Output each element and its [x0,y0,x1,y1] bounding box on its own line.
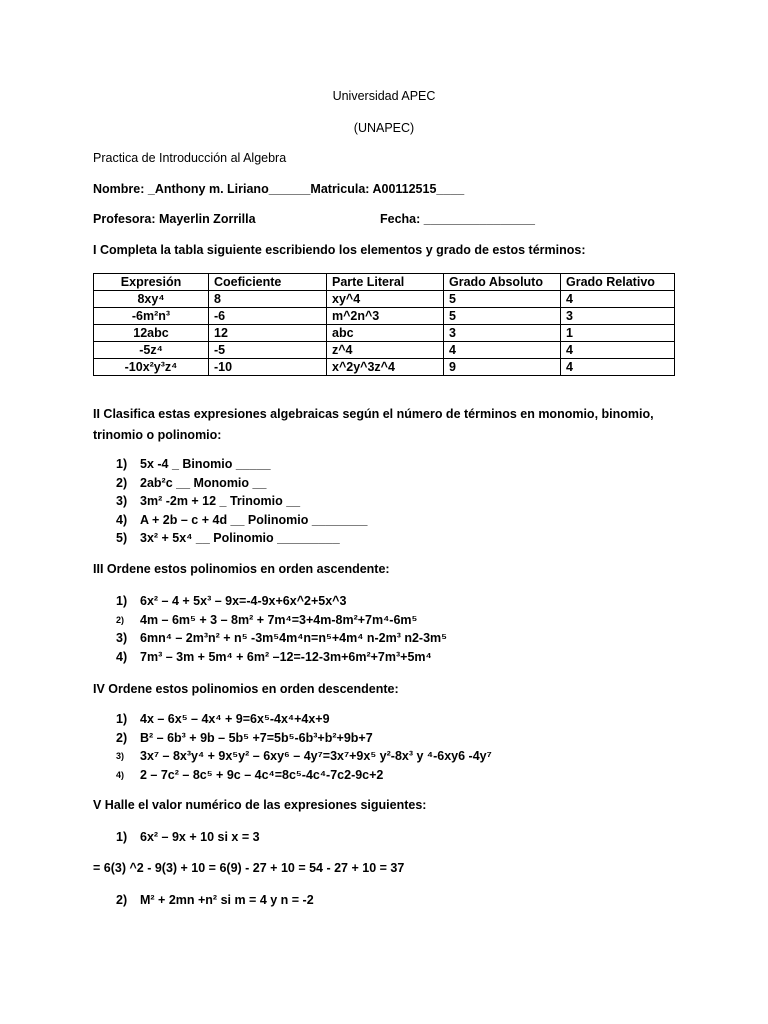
student-line: Nombre: _Anthony m. Liriano______Matricula: A00112515____ [93,182,465,196]
cell-coefficient: -10 [209,359,327,376]
section5-list-1 [116,828,260,847]
date-line: Fecha: ________________ [380,212,535,226]
item-text: 6x² – 4 + 5x³ – 9x=-4-9x+6x^2+5x^3 [140,594,347,608]
item-number: 2) [116,730,128,745]
item-number: 2) [116,475,128,490]
cell-coefficient: -5 [209,342,327,359]
item-number: 4) [116,649,128,664]
item-number: 3) [116,631,128,645]
section3-title: III Ordene estos polinomios en orden ascendente: [93,562,390,576]
list-item [116,592,447,611]
list-item [116,766,492,785]
item-text: 5x -4 _ Binomio _____ [140,457,271,471]
teacher-line: Profesora: Mayerlin Zorrilla [93,212,256,226]
item-number: 1) [116,457,128,471]
section5-title: V Halle el valor numérico de las expresiones siguientes: [93,798,427,812]
item-text: 7m³ – 3m + 5m⁴ + 6m² –12=-12-3m+6m²+7m³+5m⁴ [140,649,432,664]
list-item [116,455,367,474]
item-text: 6x² – 9x + 10 si x = 3 [140,830,260,844]
item-number: 2) [116,893,128,907]
list-item [116,492,367,511]
section4-title: IV Ordene estos polinomios en orden descendente: [93,682,399,696]
cell-relative-degree: 3 [561,308,675,325]
list-item [116,474,367,493]
cell-literal: xy^4 [327,291,444,308]
item-text: 4x – 6x⁵ – 4x⁴ + 9=6x⁵-4x⁴+4x+9 [140,712,330,726]
item-text: 6mn⁴ – 2m³n² + n⁵ -3m⁵4m⁴n=n⁵+4m⁴ n-2m³ n2-3m⁵ [140,631,448,645]
item-text: 2 – 7c² – 8c⁵ + 9c – 4c⁴=8c⁵-4c⁴-7c2-9c+2 [140,767,384,782]
item-number: 3) [116,751,125,761]
cell-coefficient: 12 [209,325,327,342]
table-row [94,325,675,342]
list-item [116,511,367,530]
list-item [116,710,492,729]
item-number: 4) [116,512,128,527]
university-acronym: (UNAPEC) [353,121,415,135]
item-text: A + 2b – c + 4d __ Polinomio ________ [140,512,368,527]
cell-absolute-degree: 9 [444,359,561,376]
item-text: B² – 6b³ + 9b – 5b⁵ +7=5b⁵-6b³+b²+9b+7 [140,730,373,745]
item-number: 1) [116,712,128,726]
cell-expression: -6m²n³ [94,308,209,325]
cell-coefficient: 8 [209,291,327,308]
section3-list [116,592,447,666]
list-item [116,611,447,630]
section2-list [116,455,367,548]
section1-title: I Completa la tabla siguiente escribiendo los elementos y grado de estos términos: [93,243,586,257]
list-item [116,747,492,766]
header-absolute-degree: Grado Absoluto [444,274,561,291]
cell-absolute-degree: 5 [444,291,561,308]
cell-literal: z^4 [327,342,444,359]
table-row [94,291,675,308]
cell-expression: 12abc [94,325,209,342]
item-text: 4m – 6m⁵ + 3 – 8m² + 7m⁴=3+4m-8m²+7m⁴-6m⁵ [140,612,418,627]
cell-literal: abc [327,325,444,342]
section4-list [116,710,492,784]
cell-expression: -5z⁴ [94,342,209,359]
item-number: 2) [116,614,125,625]
item-number: 5) [116,531,128,545]
item-number: 3) [116,494,128,508]
cell-absolute-degree: 4 [444,342,561,359]
list-item [116,648,447,667]
header-literal: Parte Literal [327,274,444,291]
header-coefficient: Coeficiente [209,274,327,291]
item-number: 1) [116,594,128,608]
cell-literal: x^2y^3z^4 [327,359,444,376]
section5-list-2 [116,891,314,910]
cell-relative-degree: 4 [561,342,675,359]
list-item [116,629,447,648]
table-row [94,342,675,359]
header-expression: Expresión [94,274,209,291]
practice-title: Practica de Introducción al Algebra [93,151,287,165]
item-text: 3x⁷ – 8x³y⁴ + 9x⁵y² – 6xy⁶ – 4y⁷=3x⁷+9x⁵ y²-8x³ y ⁴-6xy6 -4y⁷ [140,749,492,763]
table-row [94,308,675,325]
cell-relative-degree: 4 [561,359,675,376]
section2-title: II Clasifica estas expresiones algebraicas según el número de términos en monomio, binomio, trinomio o polinomio: [93,407,654,442]
list-item [116,729,492,748]
table-header-row [94,274,675,291]
item-text: M² + 2mn +n² si m = 4 y n = -2 [140,893,314,907]
list-item [116,529,367,548]
list-item [116,891,314,910]
cell-absolute-degree: 5 [444,308,561,325]
cell-absolute-degree: 3 [444,325,561,342]
item-text: 3x² + 5x⁴ __ Polinomio _________ [140,531,340,545]
cell-expression: -10x²y³z⁴ [94,359,209,376]
item-text: 3m² -2m + 12 _ Trinomio __ [140,494,301,508]
item-number: 1) [116,830,128,844]
cell-relative-degree: 4 [561,291,675,308]
cell-coefficient: -6 [209,308,327,325]
item-number: 4) [116,769,125,780]
terms-table [93,273,675,376]
university-title: Universidad APEC [332,89,436,103]
cell-literal: m^2n^3 [327,308,444,325]
cell-relative-degree: 1 [561,325,675,342]
cell-expression: 8xy⁴ [94,291,209,308]
table-row [94,359,675,376]
list-item [116,828,260,847]
item-text: 2ab²c __ Monomio __ [140,475,267,490]
header-relative-degree: Grado Relativo [561,274,675,291]
section5-answer: = 6(3) ^2 - 9(3) + 10 = 6(9) - 27 + 10 = 54 - 27 + 10 = 37 [93,861,405,875]
